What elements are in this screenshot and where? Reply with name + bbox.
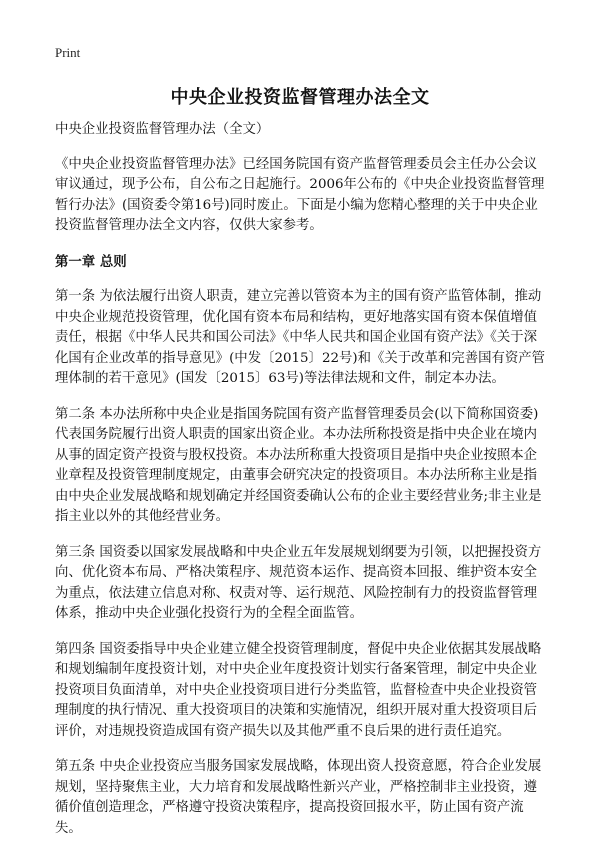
article-paragraph: 第二条 本办法所称中央企业是指国务院国有资产监督管理委员会(以下简称国资委)代表国务院履行出资人职责的国家出资企业。本办法所称投资是指中央企业在境内从事的固定资产投资与股权投资。本办法所称重大投资项目是指中央企业按照本企业章程及投资管理制度规定，由董事会研究决定的投资项目。本办法所称主业是指由中央企业发展战略和规划确定并经国资委确认公布的企业主要经营业务;非主业是指主业以外的其他经营业务。 — [55, 406, 542, 524]
article-paragraph: 第一条 为依法履行出资人职责，建立完善以管资本为主的国有资产监管体制，推动中央企业规范投资管理，优化国有资本布局和结构，更好地落实国有资本保值增值责任，根据《中华人民共和国公司法》《中华人民共和国企业国有资产法》《关于深化国有企业改革的指导意见》(中发〔2015〕22号)和《关于改革和完善国有资产管理体制的若干意见》(国发〔2015〕63号)等法律法规和文件，制定本办法。 — [55, 289, 546, 386]
article-paragraph: 第三条 国资委以国家发展战略和中央企业五年发展规划纲要为引领，以把握投资方向、优化资本布局、严格决策程序、规范资本运作、提高资本回报、维护资本安全为重点，依法建立信息对称、权责对等、运行规范、风险控制有力的投资监督管理体系，推动中央企业强化投资行为的全程全面监管。 — [55, 544, 542, 621]
article-paragraph: 第四条 国资委指导中央企业建立健全投资管理制度，督促中央企业依据其发展战略和规划编制年度投资计划，对中央企业年度投资计划实行备案管理，制定中央企业投资项目负面清单，对中央企业投资项目进行分类监管，监督检查中央企业投资管理制度的执行情况、重大投资项目的决策和实施情况，组织开展对重大投资项目后评价，对违规投资造成国有资产损失以及其他严重不良后果的进行责任追究。 — [55, 641, 542, 739]
chapter-heading: 第一章 总则 — [55, 253, 127, 270]
intro-paragraph: 《中央企业投资监督管理办法》已经国务院国有资产监督管理委员会主任办公会议审议通过，现予公布，自公布之日起施行。2006年公布的《中央企业投资监督管理暂行办法》(国资委令第16号)同时废止。下面是小编为您精心整理的关于中央企业投资监督管理办法全文内容，仅供大家参考。 — [55, 156, 545, 233]
document-body — [55, 120, 547, 854]
page-title: 中央企业投资监督管理办法全文 — [170, 87, 430, 108]
article-paragraph: 第五条 中央企业投资应当服务国家发展战略，体现出资人投资意愿，符合企业发展规划，坚持聚焦主业，大力培育和发展战略性新兴产业，严格控制非主业投资，遵循价值创造理念，严格遵守投资决策程序，提高投资回报水平，防止国有资产流失。 — [55, 759, 542, 836]
print-link[interactable]: Print — [55, 45, 81, 60]
document-subtitle: 中央企业投资监督管理办法（全文） — [55, 122, 270, 137]
